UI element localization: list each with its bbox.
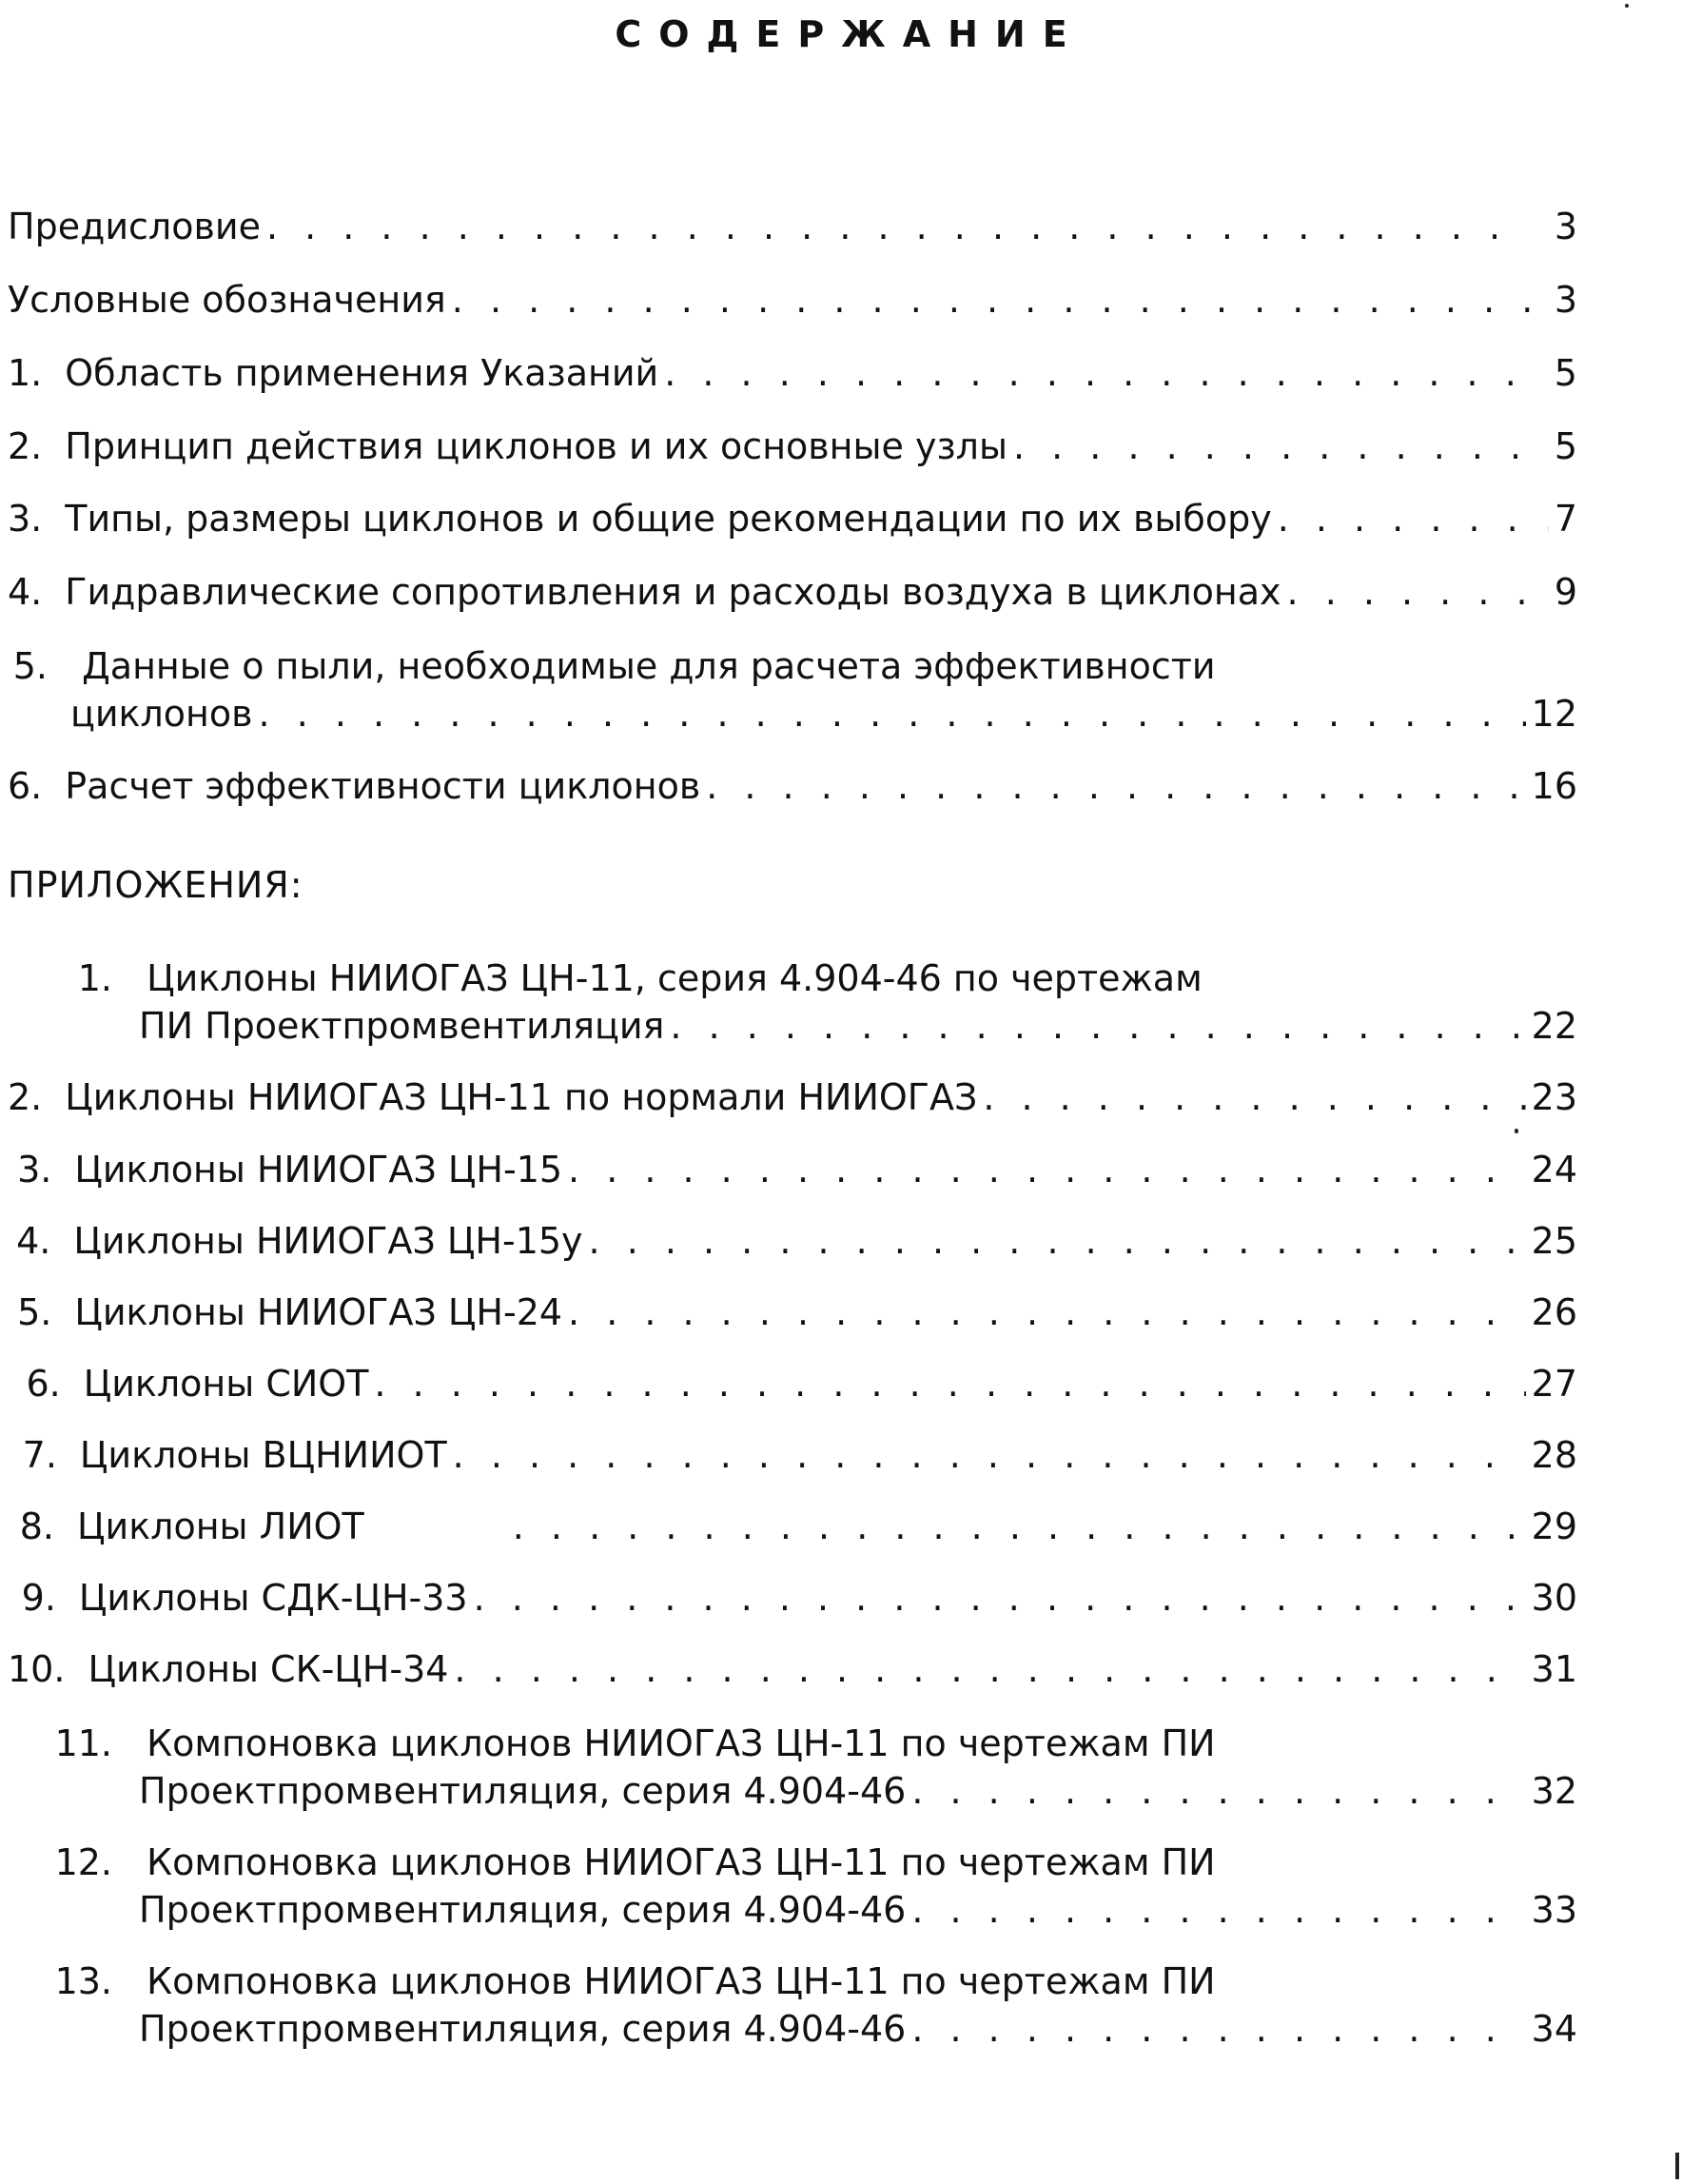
toc-entry-number: 1. xyxy=(77,957,112,999)
toc-page-number: 33 xyxy=(1531,1889,1577,1931)
toc-entry-text: Предисловие xyxy=(8,206,261,247)
toc-entry-6 xyxy=(8,762,1577,810)
toc-entry-number: 10. xyxy=(8,1648,66,1690)
toc-entry-text: Циклоны НИИОГАЗ ЦН-24 xyxy=(74,1291,563,1333)
leader-dots xyxy=(266,203,1530,250)
appendix-entry-11-line1 xyxy=(8,1720,1216,1767)
toc-entry-number: 4. xyxy=(8,571,43,613)
leader-dots xyxy=(453,1431,1526,1479)
toc-entry-text-continued: ПИ Проектпромвентиляция xyxy=(139,1005,665,1047)
leader-dots xyxy=(1278,495,1549,542)
toc-entry-5-line1 xyxy=(8,642,1216,690)
leader-dots xyxy=(664,349,1542,397)
toc-page-number: 30 xyxy=(1531,1577,1577,1619)
toc-entry-number: 11. xyxy=(54,1722,112,1764)
toc-entry-preface xyxy=(8,203,1577,250)
toc-page-number: 27 xyxy=(1531,1363,1577,1405)
toc-entry-number: 9. xyxy=(21,1577,56,1619)
leader-dots xyxy=(259,690,1526,738)
toc-entry-text: Циклоны ЛИОТ xyxy=(77,1505,364,1547)
toc-entry-text: Расчет эффективности циклонов xyxy=(65,765,701,807)
toc-entry-text-continued: Проектпромвентиляция, серия 4.904-46 xyxy=(139,1889,907,1931)
leader-dots xyxy=(568,1289,1526,1336)
toc-entry-text: Циклоны НИИОГАЗ ЦН-15у xyxy=(73,1220,583,1262)
appendix-entry-11 xyxy=(139,1767,1577,1815)
toc-entry-5 xyxy=(70,690,1577,738)
appendix-entry-1-line1 xyxy=(8,954,1203,1002)
toc-entry-number: 2. xyxy=(8,1076,43,1118)
toc-entry-notation xyxy=(8,276,1577,324)
leader-dots xyxy=(911,1767,1525,1815)
toc-entry-number: 3. xyxy=(17,1149,52,1190)
toc-entry-3 xyxy=(8,495,1577,542)
toc-page-number: 16 xyxy=(1531,765,1577,807)
toc-entry-number: 3. xyxy=(8,498,43,540)
toc-page-number: 32 xyxy=(1531,1770,1577,1812)
leader-dots xyxy=(1013,423,1549,470)
toc-entry-text: Компоновка циклонов НИИОГАЗ ЦН-11 по чертежам ПИ xyxy=(147,1960,1216,2002)
leader-dots xyxy=(1287,568,1549,616)
toc-page-number: 9 xyxy=(1554,571,1577,613)
toc-page-number: 29 xyxy=(1531,1505,1577,1547)
scan-edge-mark xyxy=(1675,2153,1679,2179)
toc-entry-text-continued: Проектпромвентиляция, серия 4.904-46 xyxy=(139,1770,907,1812)
appendix-entry-8 xyxy=(8,1503,1577,1550)
toc-entry-number: 8. xyxy=(19,1505,55,1547)
toc-page-number: 23 xyxy=(1531,1076,1577,1118)
leader-dots xyxy=(911,2005,1525,2053)
toc-entry-text: Область применения Указаний xyxy=(65,352,659,394)
appendix-entry-4 xyxy=(8,1217,1577,1265)
leader-dots xyxy=(452,276,1535,324)
toc-entry-text: Компоновка циклонов НИИОГАЗ ЦН-11 по чертежам ПИ xyxy=(147,1722,1216,1764)
toc-page-number: 22 xyxy=(1531,1005,1577,1047)
leader-dots xyxy=(983,1073,1525,1121)
toc-page-number: 28 xyxy=(1531,1434,1577,1476)
leader-dots xyxy=(374,1360,1525,1407)
toc-entry-text: Условные обозначения xyxy=(8,279,446,321)
toc-entry-number: 5. xyxy=(12,645,48,687)
toc-entry-number: 12. xyxy=(54,1841,112,1883)
appendix-entry-6 xyxy=(8,1360,1577,1407)
appendix-entry-12 xyxy=(139,1886,1577,1934)
toc-entry-text: Принцип действия циклонов и их основные узлы xyxy=(65,425,1007,467)
leader-dots xyxy=(670,1002,1525,1050)
toc-entry-text-continued: Проектпромвентиляция, серия 4.904-46 xyxy=(139,2008,907,2050)
toc-entry-number: 6. xyxy=(26,1363,61,1405)
toc-page-number: 34 xyxy=(1531,2008,1577,2050)
toc-entry-text: Циклоны СДК-ЦН-33 xyxy=(78,1577,468,1619)
toc-entry-4 xyxy=(8,568,1577,616)
toc-entry-text: Компоновка циклонов НИИОГАЗ ЦН-11 по чертежам ПИ xyxy=(147,1841,1216,1883)
appendix-entry-9 xyxy=(8,1574,1577,1622)
leader-dots xyxy=(513,1503,1526,1550)
toc-entry-number: 7. xyxy=(22,1434,57,1476)
toc-page-number: 5 xyxy=(1554,352,1577,394)
toc-page-number: 26 xyxy=(1531,1291,1577,1333)
toc-entry-number: 5. xyxy=(17,1291,52,1333)
toc-page-number: 25 xyxy=(1531,1220,1577,1262)
toc-page-number: 7 xyxy=(1554,498,1577,540)
toc-page-number: 12 xyxy=(1531,693,1577,735)
toc-page-number: 24 xyxy=(1531,1149,1577,1190)
appendix-entry-7 xyxy=(8,1431,1577,1479)
scan-speck xyxy=(1515,1129,1518,1133)
appendix-entry-2 xyxy=(8,1073,1577,1121)
appendix-heading: ПРИЛОЖЕНИЯ: xyxy=(8,864,303,906)
toc-page-number: 31 xyxy=(1531,1648,1577,1690)
toc-page-number: 3 xyxy=(1554,206,1577,247)
toc-entry-text: Циклоны НИИОГАЗ ЦН-11, серия 4.904-46 по чертежам xyxy=(147,957,1203,999)
toc-entry-1 xyxy=(8,349,1577,397)
toc-entry-text: Циклоны ВЦНИИОТ xyxy=(79,1434,447,1476)
toc-entry-text: Циклоны НИИОГАЗ ЦН-11 по нормали НИИОГАЗ xyxy=(65,1076,978,1118)
appendix-entry-3 xyxy=(8,1146,1577,1193)
appendix-entry-12-line1 xyxy=(8,1839,1216,1886)
appendix-entry-13 xyxy=(139,2005,1577,2053)
toc-entry-text: Циклоны НИИОГАЗ ЦН-15 xyxy=(74,1149,563,1190)
toc-entry-number: 13. xyxy=(54,1960,112,2002)
appendix-entry-10 xyxy=(8,1645,1577,1693)
page-title: СОДЕРЖАНИЕ xyxy=(615,13,1085,55)
toc-entry-number: 1. xyxy=(8,352,43,394)
toc-entry-text: Типы, размеры циклонов и общие рекомендации по их выбору xyxy=(65,498,1272,540)
toc-entry-2 xyxy=(8,423,1577,470)
appendix-entry-1 xyxy=(139,1002,1577,1050)
leader-dots xyxy=(706,762,1525,810)
scan-speck xyxy=(1625,4,1629,8)
appendix-entry-5 xyxy=(8,1289,1577,1336)
appendix-entry-13-line1 xyxy=(8,1958,1216,2005)
toc-entry-text: Циклоны СК-ЦН-34 xyxy=(88,1648,449,1690)
toc-entry-text-continued: циклонов xyxy=(70,693,253,735)
leader-dots xyxy=(911,1886,1525,1934)
toc-entry-number: 4. xyxy=(16,1220,51,1262)
toc-page-number: 5 xyxy=(1554,425,1577,467)
leader-dots xyxy=(589,1217,1526,1265)
toc-page-number: 3 xyxy=(1554,279,1577,321)
leader-dots xyxy=(568,1146,1526,1193)
toc-entry-number: 2. xyxy=(8,425,43,467)
toc-entry-text: Циклоны СИОТ xyxy=(83,1363,369,1405)
leader-dots xyxy=(454,1645,1525,1693)
leader-dots xyxy=(474,1574,1526,1622)
toc-entry-number: 6. xyxy=(8,765,43,807)
toc-entry-text: Данные о пыли, необходимые для расчета эффективности xyxy=(82,645,1216,687)
toc-entry-text: Гидравлические сопротивления и расходы воздуха в циклонах xyxy=(65,571,1281,613)
